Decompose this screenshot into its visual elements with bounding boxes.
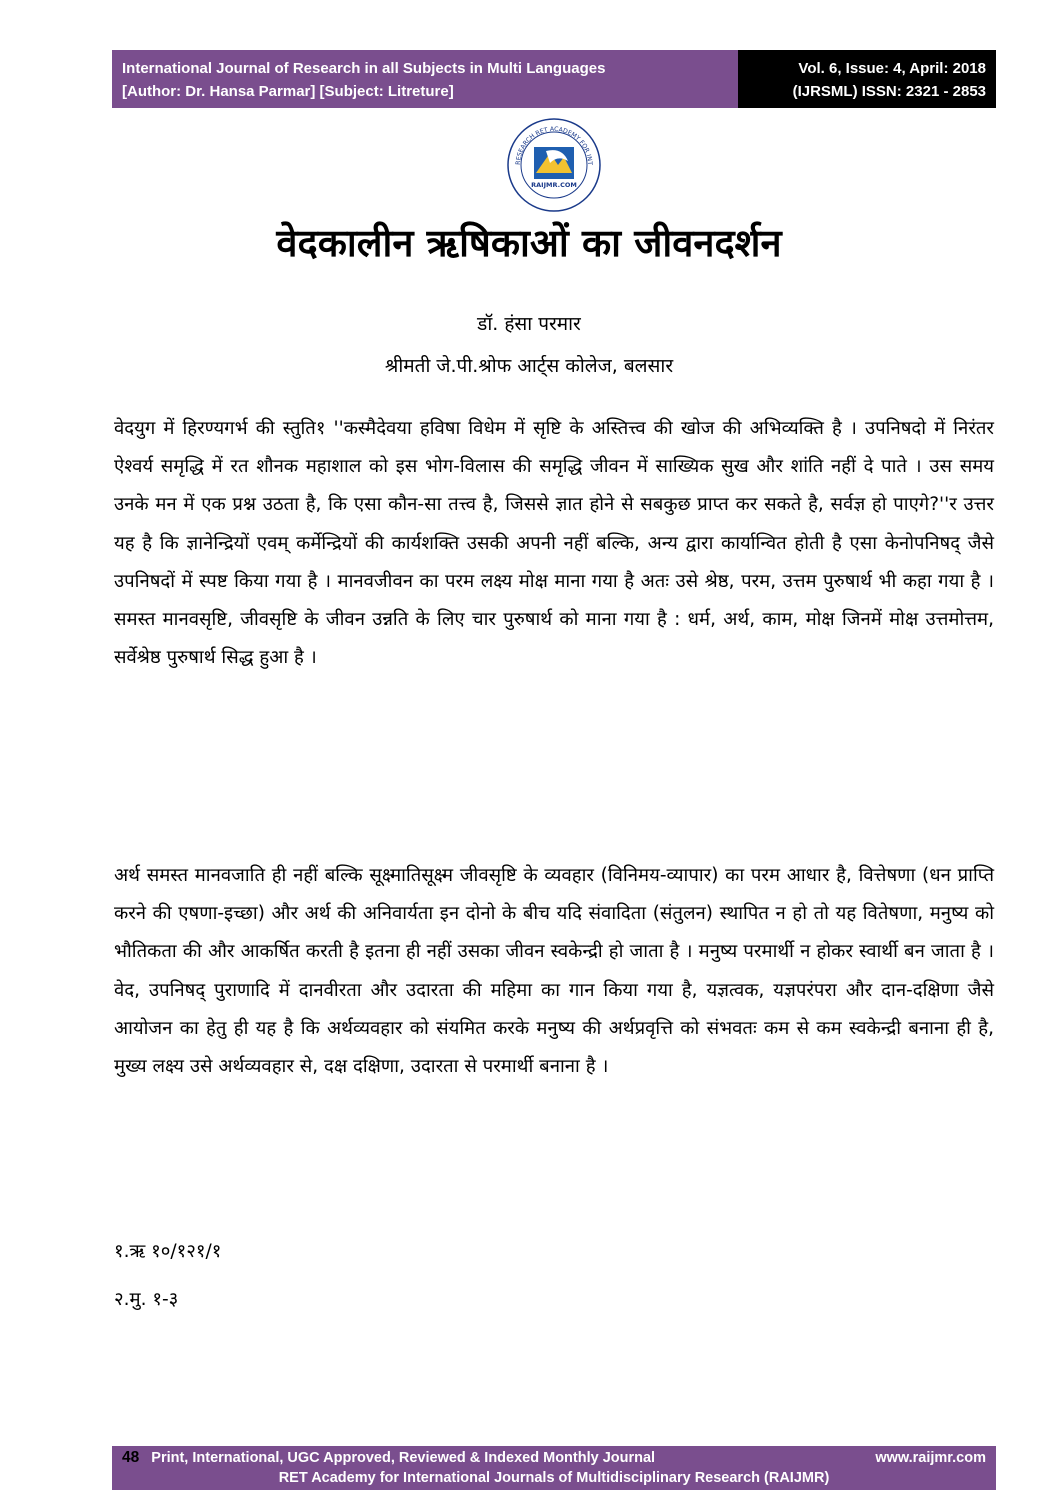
- issue-info: Vol. 6, Issue: 4, April: 2018: [798, 60, 986, 77]
- author-subject: [Author: Dr. Hansa Parmar] [Subject: Litreture]: [122, 83, 454, 100]
- header-journal-block: [112, 50, 738, 108]
- footnote: २.मु. १-३: [114, 1289, 179, 1310]
- article-affiliation: श्रीमती जे.पी.श्रोफ आर्ट्‌स कोलेज, बलसार: [384, 355, 674, 377]
- body-paragraph: अर्थ समस्त मानवजाति ही नहीं बल्कि सूक्ष्मातिसूक्ष्म जीवसृष्टि के व्यवहार (विनिमय-व्यापार) का परम आधार है, वित्तेषणा (धन प्राप्ति करने की एषणा-इच्छा) और अर्थ की अनिवार्यता इन दोनो के बीच यदि संवादिता (संतुलन) स्थापित न हो तो यह वितेषणा, मनुष्य को भौतिकता की और आकर्षित करती है इतना ही नहीं उसका जीवन स्वकेन्द्री हो जाता है । मनुष्य परमार्थी न होकर स्वार्थी बन जाता है । वेद, उपनिषद्‌ पुराणादि में दानवीरता और उदारता की महिमा का गान किया गया है, यज्ञत्वक, यज्ञपरंपरा और दान-दक्षिणा जैसे आयोजन का हेतु ही यह है कि अर्थव्यवहार को संयमित करके मनुष्य की अर्थप्रवृत्ति को संभवतः कम से कम स्वकेन्द्री बनाना ही है, मुख्य लक्ष्य उसे अर्थव्यवहार से, दक्ष दक्षिणा, उदारता से परमार्थी बनाना है ।: [114, 865, 994, 1078]
- page-number: 48: [122, 1449, 140, 1466]
- ret-academy-seal-icon: [506, 117, 602, 213]
- body-paragraph: वेदयुग में हिरण्यगर्भ की स्तुति१ ''कस्मैदेवया हविषा विधेम में सृष्टि के अस्तित्त्व की खोज की अभिव्यक्ति है । उपनिषदो में निरंतर ऐश्वर्य समृद्धि में रत शौनक महाशाल को इस भोग-विलास की समृद्धि जीवन में साख्यिक सुख और शांति नहीं दे पाते । उस समय उनके मन में एक प्रश्न उठता है, कि एसा कौन-सा तत्त्व है, जिससे ज्ञात होने से सबकुछ प्राप्त कर सकते है, सर्वज्ञ हो पाएगे?''र उत्तर यह है कि ज्ञानेन्द्रियों एवम्‌ कर्मेन्द्रियों की कार्यशक्ति उसकी अपनी नहीं बल्कि, अन्य द्वारा कार्यान्वित होती है एसा केनोपनिषद्‌ जैसे उपनिषदों में स्पष्ट किया गया है । मानवजीवन का परम लक्ष्य मोक्ष माना गया है अतः उसे श्रेष्ठ, परम, उत्तम पुरुषार्थ भी कहा गया है । समस्त मानवसृष्टि, जीवसृष्टि के जीवन उन्नति के लिए चार पुरुषार्थ को माना गया है : धर्म, अर्थ, काम, मोक्ष जिनमें मोक्ष उत्तमोत्तम, सर्वेश्रेष्ठ पुरुषार्थ सिद्ध हुआ है ।: [114, 418, 994, 669]
- footnote: १.ऋ १०/१२१/१: [114, 1241, 222, 1262]
- article-title: वेदकालीन ऋषिकाओं का जीवनदर्शन: [276, 221, 782, 265]
- seal-site-text: RAIJMR.COM: [531, 181, 577, 189]
- footer-journal-desc: Print, International, UGC Approved, Reviewed & Indexed Monthly Journal: [151, 1450, 656, 1466]
- article-author: डॉ. हंसा परमार: [477, 313, 581, 335]
- page-header: [112, 50, 996, 108]
- page-footer: [112, 1446, 996, 1490]
- seal-ring-text: RESEARCH RET ACADEMY FOR INT: [514, 125, 594, 166]
- journal-name: International Journal of Research in all Subjects in Multi Languages: [122, 60, 606, 77]
- footer-publisher: RET Academy for International Journals of Multidisciplinary Research (RAIJMR): [278, 1470, 830, 1486]
- header-issue-block: [738, 50, 996, 108]
- footer-site-link[interactable]: www.raijmr.com: [875, 1450, 986, 1466]
- issn-info: (IJRSML) ISSN: 2321 - 2853: [792, 83, 986, 100]
